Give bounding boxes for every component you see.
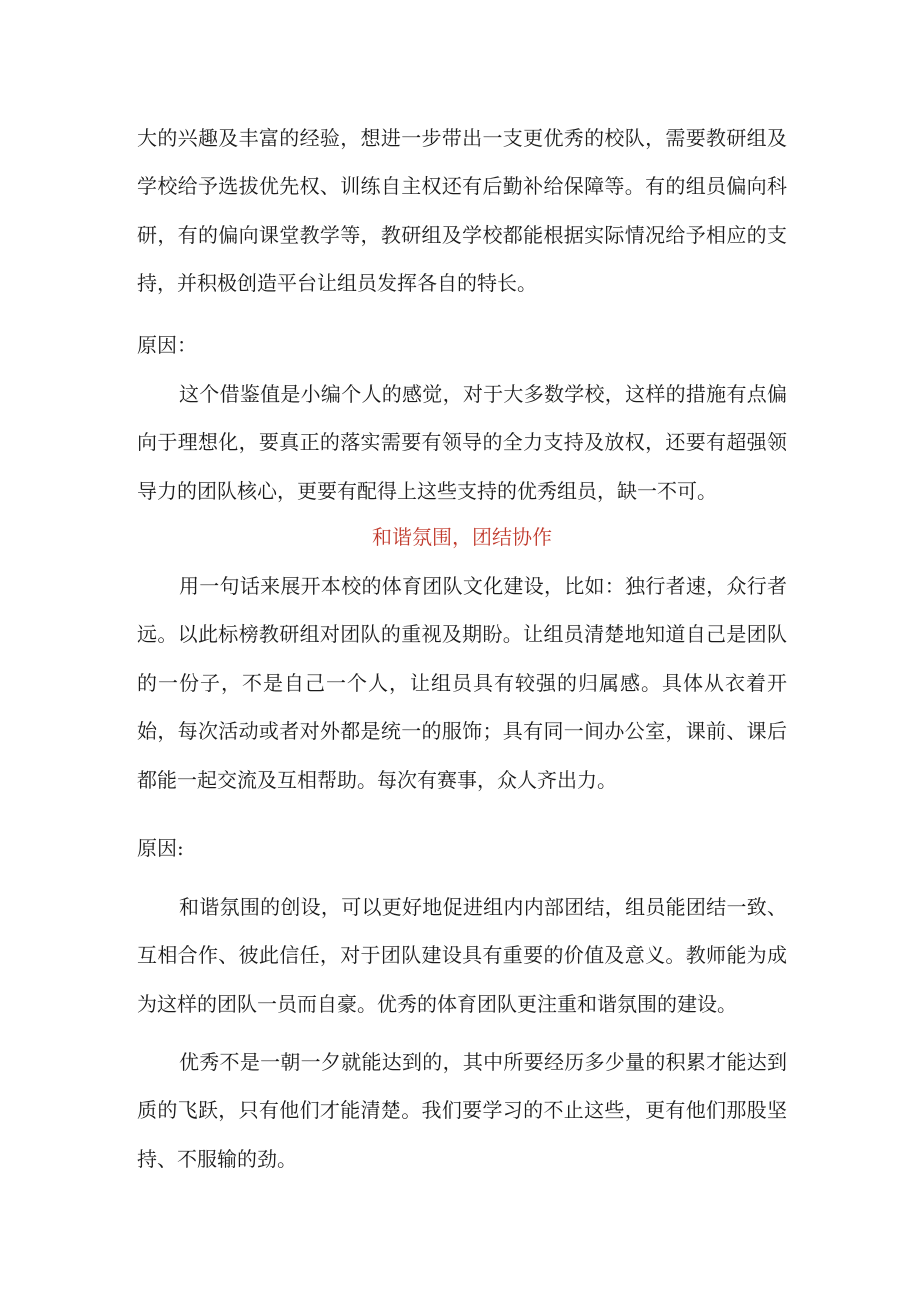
- paragraph-team-support: 大的兴趣及丰富的经验，想进一步带出一支更优秀的校队，需要教研组及学校给予选拔优先权、训练自主权还有后勤补给保障等。有的组员偏向科研，有的偏向课堂教学等，教研组及学校都能根据实际情况给予相应的支持，并积极创造平台让组员发挥各自的特长。: [137, 126, 787, 296]
- paragraph-conclusion: 优秀不是一朝一夕就能达到的，其中所要经历多少量的积累才能达到质的飞跃，只有他们才能清楚。我们要学习的不止这些，更有他们那股坚持、不服输的劲。: [137, 1050, 787, 1171]
- section-heading: 和谐氛围，团结协作: [372, 525, 552, 549]
- paragraph-team-culture: 用一句话来展开本校的体育团队文化建设，比如：独行者速，众行者远。以此标榜教研组对团队的重视及期盼。让组员清楚地知道自己是团队的一份子，不是自己一个人，让组员具有较强的归属感。具体从衣着开始，每次活动或者对外都是统一的服饰；具有同一间办公室，课前、课后都能一起交流及互相帮助。每次有赛事，众人齐出力。: [137, 574, 787, 792]
- reason-label: 原因:: [137, 836, 184, 860]
- reason-label: 原因：: [137, 333, 197, 357]
- paragraph-reason-idealized: 这个借鉴值是小编个人的感觉，对于大多数学校，这样的措施有点偏向于理想化，要真正的落实需要有领导的全力支持及放权，还要有超强领导力的团队核心，更要有配得上这些支持的优秀组员，缺一不可。: [137, 382, 787, 503]
- paragraph-harmony-reason: 和谐氛围的创设，可以更好地促进组内内部团结，组员能团结一致、互相合作、彼此信任，对于团队建设具有重要的价值及意义。教师能为成为这样的团队一员而自豪。优秀的体育团队更注重和谐氛围的建设。: [137, 895, 787, 1016]
